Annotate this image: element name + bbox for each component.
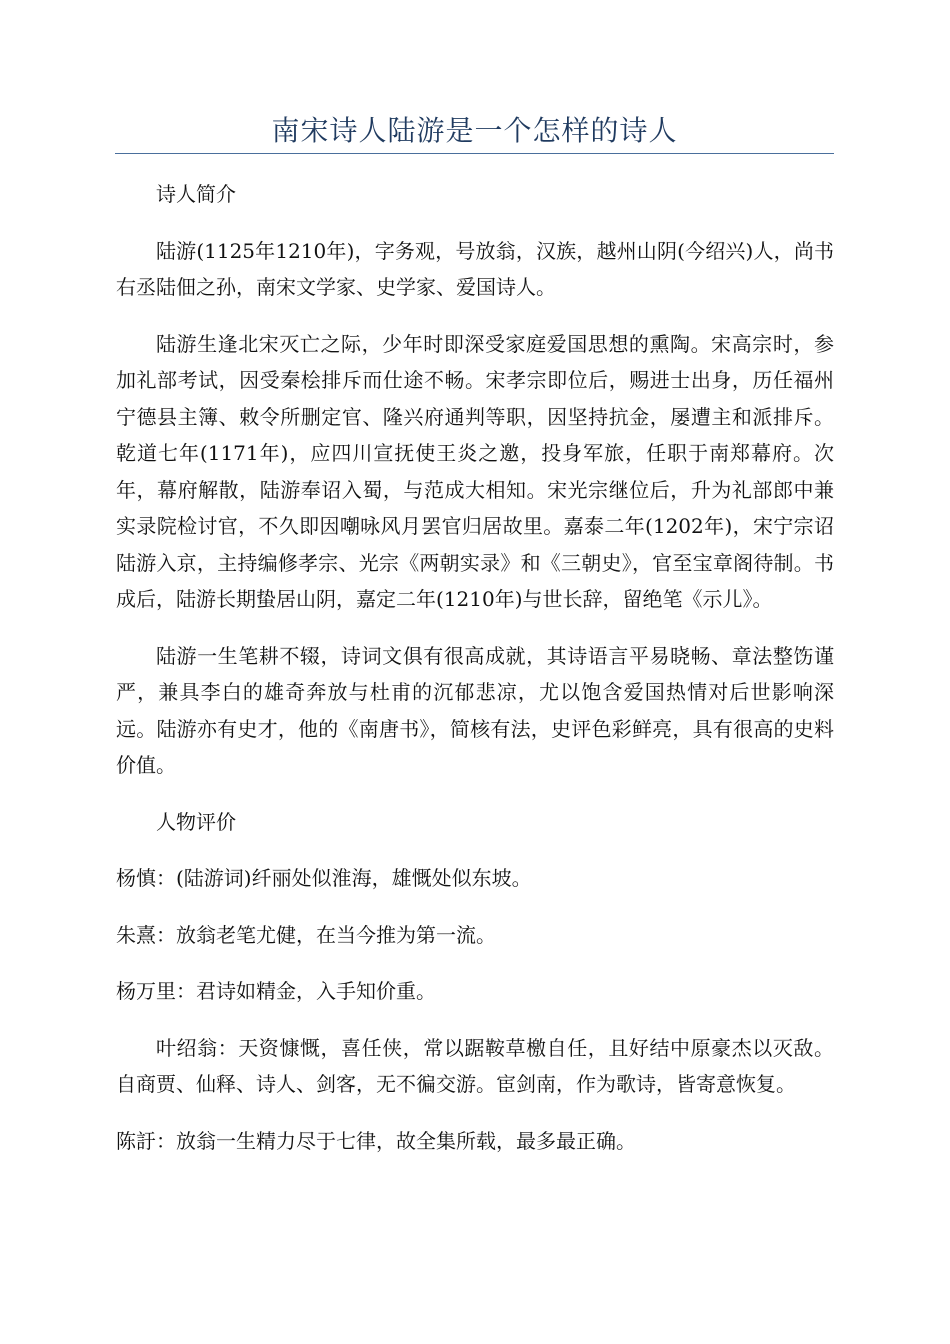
intro-paragraph-2: 陆游生逢北宋灭亡之际，少年时即深受家庭爱国思想的熏陶。宋高宗时，参加礼部考试，因受秦桧排斥而仕途不畅。宋孝宗即位后，赐进士出身，历任福州宁德县主簿、敕令所删定官、隆兴府通判等职，因坚持抗金，屡遭主和派排斥。乾道七年(1171年)，应四川宣抚使王炎之邀，投身军旅，任职于南郑幕府。次年，幕府解散，陆游奉诏入蜀，与范成大相知。宋光宗继位后，升为礼部郎中兼实录院检讨官，不久即因嘲咏风月罢官归居故里。嘉泰二年(1202年)，宋宁宗诏陆游入京，主持编修孝宗、光宗《两朝实录》和《三朝史》，官至宝章阁待制。书成后，陆游长期蛰居山阴，嘉定二年(1210年)与世长辞，留绝笔《示儿》。 (116, 331, 834, 611)
intro-paragraph-3: 陆游一生笔耕不辍，诗词文俱有很高成就，其诗语言平易晓畅、章法整饬谨严，兼具李白的雄奇奔放与杜甫的沉郁悲凉，尤以饱含爱国热情对后世影响深远。陆游亦有史才，他的《南唐书》，简核有法，史评色彩鲜亮，具有很高的史料价值。 (116, 643, 834, 777)
document-body (116, 176, 834, 1179)
review-paragraph-3: 杨万里：君诗如精金，入手知价重。 (116, 979, 436, 1003)
review-paragraph-1: 杨慎：(陆游词)纤丽处似淮海，雄慨处似东坡。 (116, 866, 532, 890)
review-paragraph-4: 叶绍翁：天资慷慨，喜任侠，常以踞鞍草檄自任，且好结中原豪杰以灭敌。自商贾、仙释、诗人、剑客，无不徧交游。宦剑南，作为歌诗，皆寄意恢复。 (116, 1035, 834, 1096)
review-paragraph-5: 陈訏：放翁一生精力尽于七律，故全集所载，最多最正确。 (116, 1128, 636, 1153)
review-paragraph-2: 朱熹：放翁老笔尤健，在当今推为第一流。 (116, 922, 496, 947)
document-title: 南宋诗人陆游是一个怎样的诗人 (271, 114, 678, 147)
title-underline (115, 153, 834, 154)
section-heading-review: 人物评价 (156, 809, 236, 834)
section-heading-intro: 诗人简介 (156, 182, 236, 206)
intro-paragraph-1: 陆游(1125年1210年)，字务观，号放翁，汉族，越州山阴(今绍兴)人，尚书右丞陆佃之孙，南宋文学家、史学家、爱国诗人。 (116, 238, 834, 299)
